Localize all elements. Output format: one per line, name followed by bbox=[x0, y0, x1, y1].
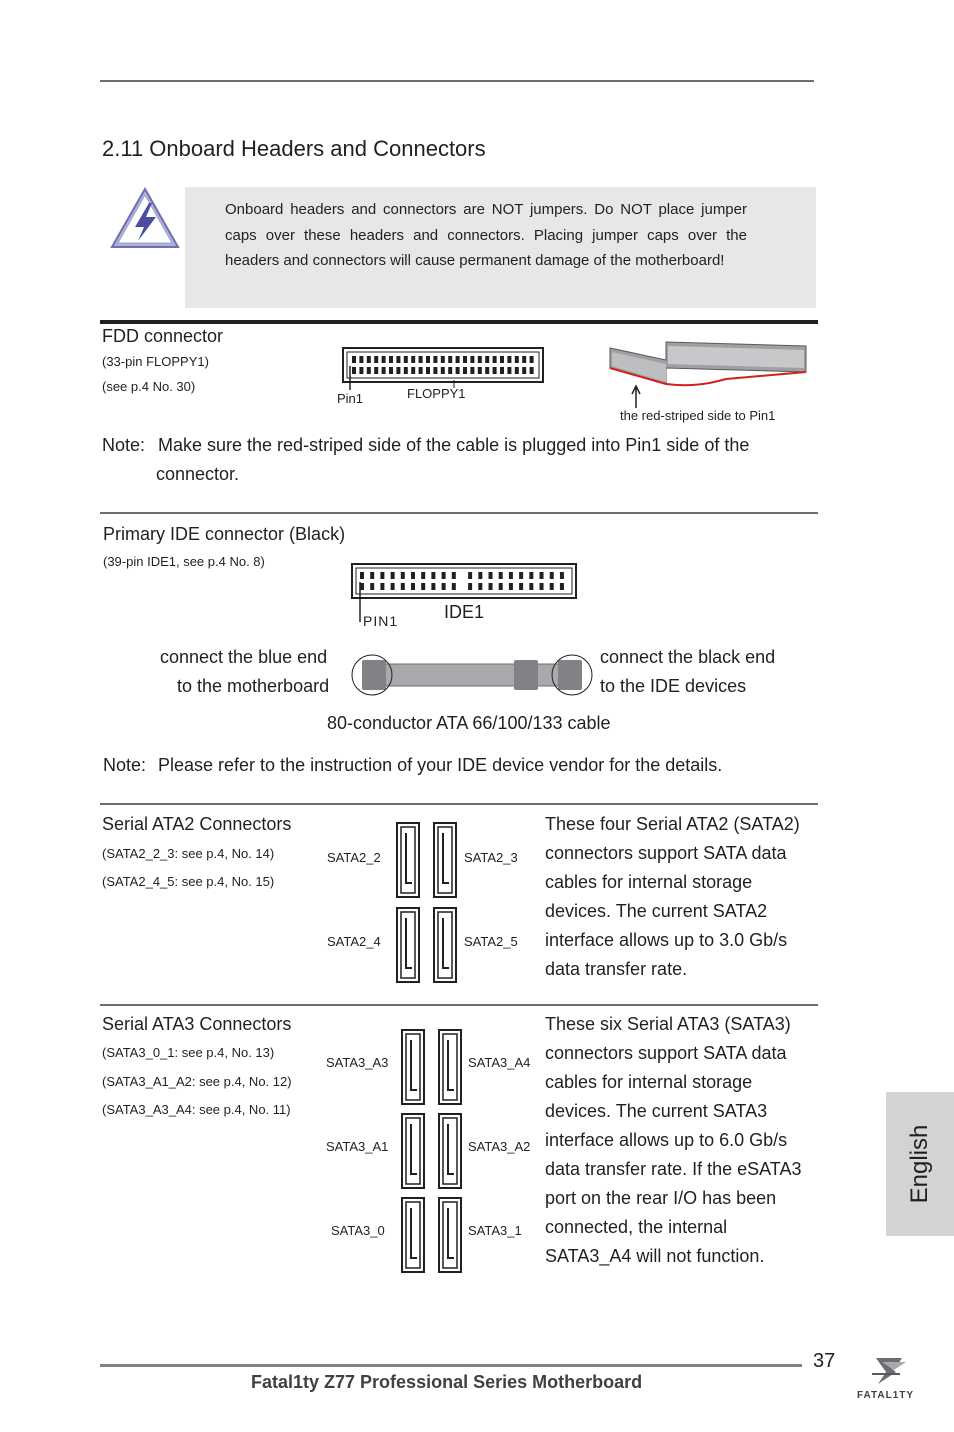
header-pin bbox=[509, 572, 513, 579]
footer-title: Fatal1ty Z77 Professional Series Motherboard bbox=[251, 1372, 643, 1392]
ide-section-rule bbox=[100, 512, 818, 514]
header-pin bbox=[421, 572, 425, 579]
sata3-description-line: interface allows up to 6.0 Gb/s bbox=[545, 1130, 788, 1150]
sata2-label-3: SATA2_3 bbox=[464, 850, 518, 865]
sata3-description-line: port on the rear I/O has been bbox=[545, 1188, 777, 1208]
header-pin bbox=[530, 356, 534, 363]
header-pin bbox=[431, 583, 435, 590]
header-pin bbox=[404, 367, 408, 374]
sata3-sub1: (SATA3_0_1: see p.4, No. 13) bbox=[102, 1045, 275, 1060]
header-pin bbox=[550, 583, 554, 590]
header-pin bbox=[352, 367, 356, 374]
sata2-title: Serial ATA2 Connectors bbox=[102, 814, 292, 834]
header-pin bbox=[401, 583, 405, 590]
header-pin bbox=[452, 572, 456, 579]
sata3-section-rule bbox=[100, 1004, 818, 1006]
fdd-sub2: (see p.4 No. 30) bbox=[102, 379, 196, 394]
header-pin bbox=[374, 367, 378, 374]
header-pin bbox=[499, 583, 503, 590]
header-pin bbox=[529, 572, 533, 579]
header-pin bbox=[441, 367, 445, 374]
sata2-description-line: These four Serial ATA2 (SATA2) bbox=[545, 814, 800, 834]
warning-text: Onboard headers and connectors are NOT jumpers. Do NOT place jumper caps over these headers and connectors. Placing jumper caps over the headers and connectors will cause permanent damage of the motherboard! bbox=[225, 201, 747, 269]
header-pin bbox=[478, 583, 482, 590]
header-pin bbox=[470, 367, 474, 374]
ide-left-line2: to the motherboard bbox=[177, 676, 330, 696]
header-pin bbox=[404, 356, 408, 363]
sata3-description-line: devices. The current SATA3 bbox=[545, 1101, 768, 1121]
header-pin bbox=[411, 356, 415, 363]
sata2-ports-diagram bbox=[392, 820, 464, 986]
header-pin bbox=[374, 356, 378, 363]
sata3-description bbox=[545, 1010, 801, 1271]
sata3-description-line: These six Serial ATA3 (SATA3) bbox=[545, 1014, 791, 1034]
header-pin bbox=[370, 583, 374, 590]
sata3-description-line: data transfer rate. If the eSATA3 bbox=[545, 1159, 802, 1179]
ide-title: Primary IDE connector (Black) bbox=[103, 524, 346, 544]
sata3-sub2: (SATA3_A1_A2: see p.4, No. 12) bbox=[102, 1074, 292, 1089]
header-pin bbox=[500, 356, 504, 363]
header-pin bbox=[431, 572, 435, 579]
sata2-label-2: SATA2_2 bbox=[327, 850, 381, 865]
header-pin bbox=[507, 367, 511, 374]
header-pin bbox=[456, 356, 460, 363]
header-pin bbox=[401, 572, 405, 579]
header-pin bbox=[519, 583, 523, 590]
fdd-pin1-label: Pin1 bbox=[337, 391, 364, 406]
header-pin bbox=[419, 367, 423, 374]
header-pin bbox=[560, 583, 564, 590]
header-pin bbox=[433, 356, 437, 363]
sata3-label-0: SATA3_0 bbox=[331, 1223, 385, 1238]
header-pin bbox=[463, 367, 467, 374]
header-pin bbox=[522, 367, 526, 374]
header-pin bbox=[389, 356, 393, 363]
header-pin bbox=[367, 356, 371, 363]
section-title: 2.11 Onboard Headers and Connectors bbox=[102, 136, 486, 161]
header-pin bbox=[540, 583, 544, 590]
ide-connector-label: IDE1 bbox=[444, 602, 485, 622]
header-pin bbox=[391, 572, 395, 579]
header-pin bbox=[499, 572, 503, 579]
sata3-label-a1: SATA3_A1 bbox=[326, 1139, 389, 1154]
fdd-title: FDD connector bbox=[102, 326, 224, 346]
header-pin bbox=[478, 356, 482, 363]
header-pin bbox=[382, 356, 386, 363]
header-pin bbox=[411, 572, 415, 579]
ide-left-line1: connect the blue end bbox=[160, 647, 328, 667]
sata3-title: Serial ATA3 Connectors bbox=[102, 1014, 292, 1034]
header-pin bbox=[493, 367, 497, 374]
header-pin bbox=[468, 583, 472, 590]
sata3-sub3: (SATA3_A3_A4: see p.4, No. 11) bbox=[102, 1102, 291, 1117]
header-pin bbox=[478, 572, 482, 579]
sata3-label-a2: SATA3_A2 bbox=[468, 1139, 531, 1154]
header-pin bbox=[411, 367, 415, 374]
sata3-description-line: connectors support SATA data bbox=[545, 1043, 787, 1063]
header-pin bbox=[442, 572, 446, 579]
ide-ribbon-cable-image bbox=[350, 648, 598, 702]
sata3-description-line: SATA3_A4 will not function. bbox=[545, 1246, 765, 1266]
header-pin bbox=[489, 572, 493, 579]
header-pin bbox=[529, 583, 533, 590]
header-pin bbox=[550, 572, 554, 579]
fdd-note-line1: Make sure the red-striped side of the cable is plugged into Pin1 side of the bbox=[158, 435, 750, 455]
sata2-description bbox=[545, 810, 800, 984]
warning-icon bbox=[108, 185, 182, 251]
top-rule bbox=[100, 80, 814, 82]
header-pin bbox=[478, 367, 482, 374]
header-pin bbox=[360, 572, 364, 579]
header-pin bbox=[391, 583, 395, 590]
header-pin bbox=[470, 356, 474, 363]
header-pin bbox=[359, 356, 363, 363]
header-pin bbox=[509, 583, 513, 590]
sata3-label-a3: SATA3_A3 bbox=[326, 1055, 389, 1070]
ide-sub: (39-pin IDE1, see p.4 No. 8) bbox=[103, 554, 265, 569]
header-pin bbox=[442, 583, 446, 590]
warning-box bbox=[185, 187, 816, 308]
footer-rule bbox=[100, 1364, 802, 1367]
header-pin bbox=[485, 367, 489, 374]
ide-pin1-label: PIN1 bbox=[363, 613, 399, 629]
header-pin bbox=[380, 572, 384, 579]
fdd-note-line2: connector. bbox=[156, 464, 240, 484]
sata2-label-5: SATA2_5 bbox=[464, 934, 518, 949]
fdd-cable-caption: the red-striped side to Pin1 bbox=[620, 408, 776, 423]
sata2-description-line: connectors support SATA data bbox=[545, 843, 787, 863]
header-pin bbox=[382, 367, 386, 374]
header-pin bbox=[426, 367, 430, 374]
header-pin bbox=[441, 356, 445, 363]
header-pin bbox=[468, 572, 472, 579]
ide-cable-caption: 80-conductor ATA 66/100/133 cable bbox=[327, 713, 611, 733]
sata2-label-4: SATA2_4 bbox=[327, 934, 381, 949]
header-pin bbox=[433, 367, 437, 374]
sata3-ports-diagram bbox=[397, 1028, 469, 1274]
sata2-description-line: devices. The current SATA2 bbox=[545, 901, 768, 921]
sata2-description-line: interface allows up to 3.0 Gb/s bbox=[545, 930, 788, 950]
ide-note-lead: Note: bbox=[103, 755, 147, 775]
header-pin bbox=[421, 583, 425, 590]
floppy-ribbon-cable-image bbox=[606, 338, 812, 394]
language-side-tab-label: English bbox=[906, 1124, 933, 1204]
ide-right-line2: to the IDE devices bbox=[600, 676, 747, 696]
sata2-description-line: cables for internal storage bbox=[545, 872, 753, 892]
header-pin bbox=[463, 356, 467, 363]
header-pin bbox=[389, 367, 393, 374]
header-pin bbox=[515, 367, 519, 374]
fdd-note-lead: Note: bbox=[102, 435, 146, 455]
header-pin bbox=[500, 367, 504, 374]
sata2-sub1: (SATA2_2_3: see p.4, No. 14) bbox=[102, 846, 275, 861]
header-pin bbox=[448, 367, 452, 374]
fdd-sub1: (33-pin FLOPPY1) bbox=[102, 354, 209, 369]
header-pin bbox=[370, 572, 374, 579]
header-pin bbox=[367, 367, 371, 374]
header-pin bbox=[515, 356, 519, 363]
header-pin bbox=[396, 356, 400, 363]
sata3-description-line: connected, the internal bbox=[545, 1217, 728, 1237]
sata2-description-line: data transfer rate. bbox=[545, 959, 688, 979]
sata3-label-a4: SATA3_A4 bbox=[468, 1055, 531, 1070]
header-pin bbox=[359, 367, 363, 374]
header-pin bbox=[530, 367, 534, 374]
header-pin bbox=[519, 572, 523, 579]
header-pin bbox=[419, 356, 423, 363]
sata3-label-1: SATA3_1 bbox=[468, 1223, 522, 1238]
fdd-connector-label: FLOPPY1 bbox=[407, 386, 466, 401]
header-pin bbox=[380, 583, 384, 590]
header-pin bbox=[493, 356, 497, 363]
header-pin bbox=[426, 356, 430, 363]
header-pin bbox=[411, 583, 415, 590]
ide-right-line1: connect the black end bbox=[600, 647, 776, 667]
fatal1ty-logo-text: FATAL1TY bbox=[857, 1390, 915, 1401]
sata3-description-line: cables for internal storage bbox=[545, 1072, 753, 1092]
header-pin bbox=[396, 367, 400, 374]
header-pin bbox=[540, 572, 544, 579]
header-pin bbox=[560, 572, 564, 579]
header-pin bbox=[456, 367, 460, 374]
language-side-tab bbox=[886, 1092, 954, 1236]
page-number: 37 bbox=[813, 1350, 836, 1372]
header-pin bbox=[448, 356, 452, 363]
sata2-sub2: (SATA2_4_5: see p.4, No. 15) bbox=[102, 874, 275, 889]
header-pin bbox=[352, 356, 356, 363]
ide-note: Please refer to the instruction of your IDE device vendor for the details. bbox=[158, 755, 723, 775]
header-pin bbox=[489, 583, 493, 590]
header-pin bbox=[485, 356, 489, 363]
header-pin bbox=[507, 356, 511, 363]
header-pin bbox=[522, 356, 526, 363]
sata2-section-rule bbox=[100, 803, 818, 805]
header-pin bbox=[452, 583, 456, 590]
